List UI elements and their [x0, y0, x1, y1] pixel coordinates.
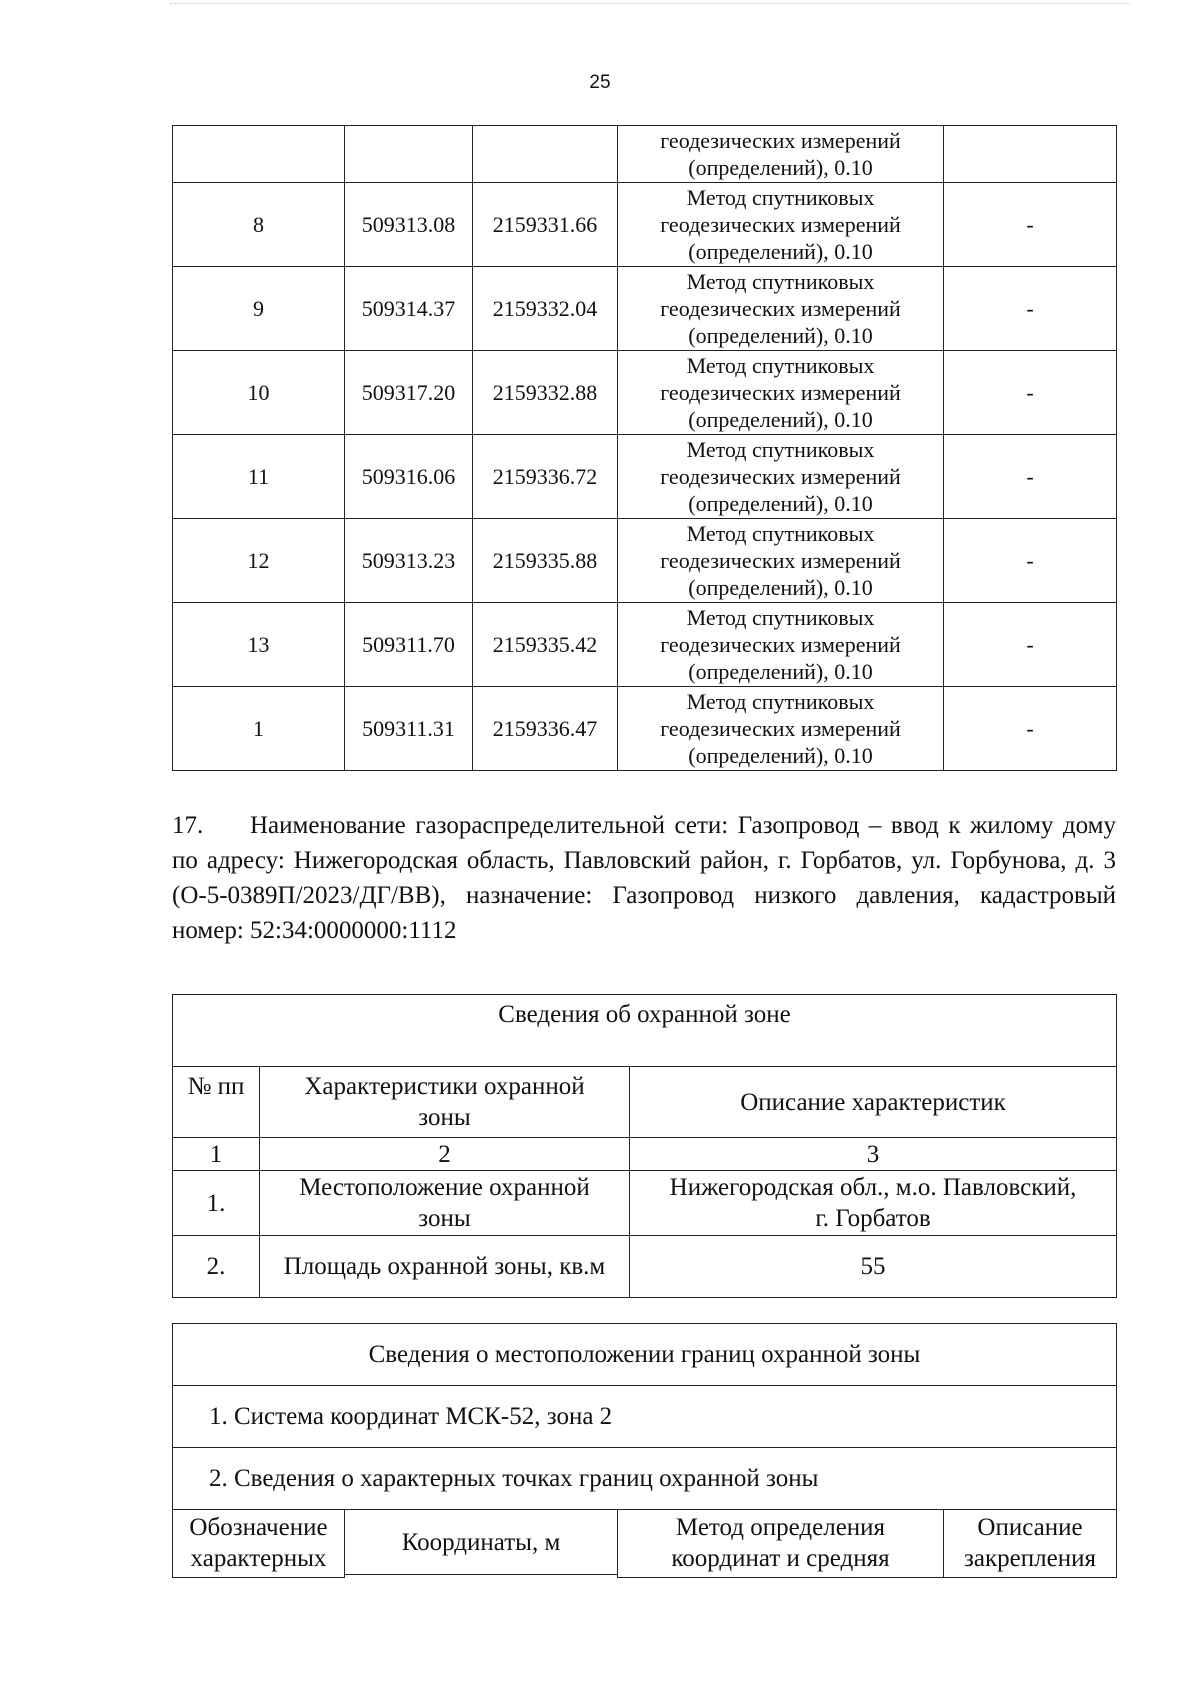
- index-cell: 1: [173, 1138, 260, 1171]
- header-method: [618, 1510, 944, 1578]
- header-designation: [173, 1510, 345, 1578]
- method-line: (определений), 0.10: [688, 575, 873, 600]
- method-line: (определений), 0.10: [688, 239, 873, 264]
- point-number-cell: 13: [173, 603, 345, 687]
- method-line: (определений), 0.10: [688, 407, 873, 432]
- row-characteristic: Площадь охранной зоны, кв.м: [260, 1236, 630, 1298]
- header-description: Описание характеристик: [630, 1067, 1117, 1138]
- header-line: зоны: [418, 1104, 471, 1131]
- method-line: геодезических измерений: [660, 632, 901, 657]
- cell-line: Нижегородская обл., м.о. Павловский,: [669, 1174, 1077, 1201]
- table-row: [173, 351, 1117, 435]
- y-coordinate-cell: 2159335.88: [473, 519, 618, 603]
- header-num: № пп: [173, 1067, 260, 1138]
- point-number-cell: 10: [173, 351, 345, 435]
- y-coordinate-cell: 2159332.88: [473, 351, 618, 435]
- method-line: геодезических измерений: [660, 296, 901, 321]
- method-line: (определений), 0.10: [688, 743, 873, 768]
- table-row: [173, 603, 1117, 687]
- fixing-cell: -: [944, 183, 1117, 267]
- gas-network-paragraph: [172, 808, 1116, 948]
- fixing-cell: -: [944, 351, 1117, 435]
- method-line: геодезических измерений: [660, 464, 901, 489]
- fixing-cell: -: [944, 519, 1117, 603]
- method-line: геодезических измерений: [660, 548, 901, 573]
- x-coordinate-cell: 509311.31: [345, 687, 473, 771]
- y-coordinate-cell: 2159336.72: [473, 435, 618, 519]
- y-coordinate-cell: 2159331.66: [473, 183, 618, 267]
- y-coordinate-cell: [473, 126, 618, 183]
- zone-table-title: Сведения об охранной зоне: [173, 995, 1117, 1067]
- x-coordinate-cell: 509316.06: [345, 435, 473, 519]
- coordinates-header-label: Координаты, м: [345, 1510, 617, 1575]
- table-row: [173, 267, 1117, 351]
- method-cell: [618, 519, 944, 603]
- fixing-cell: -: [944, 435, 1117, 519]
- header-line: Описание: [977, 1514, 1083, 1541]
- point-number-cell: 1: [173, 687, 345, 771]
- method-line: (определений), 0.10: [688, 659, 873, 684]
- point-number-cell: 9: [173, 267, 345, 351]
- table-row: [173, 1171, 1117, 1236]
- method-cell: [618, 126, 944, 183]
- point-number-cell: [173, 126, 345, 183]
- point-number-cell: 12: [173, 519, 345, 603]
- point-number-cell: 11: [173, 435, 345, 519]
- fixing-cell: -: [944, 603, 1117, 687]
- cell-line: зоны: [418, 1205, 471, 1232]
- y-coordinate-cell: 2159335.42: [473, 603, 618, 687]
- method-cell: [618, 183, 944, 267]
- method-cell: [618, 603, 944, 687]
- row-num: 2.: [173, 1236, 260, 1298]
- points-info-row: 2. Сведения о характерных точках границ охранной зоны: [173, 1448, 1117, 1510]
- protection-zone-table: [172, 994, 1117, 1298]
- page-number: 25: [589, 72, 611, 93]
- y-coordinate-cell: 2159336.47: [473, 687, 618, 771]
- row-characteristic: [260, 1171, 630, 1236]
- header-coordinates: [345, 1510, 618, 1578]
- x-coordinate-cell: 509313.08: [345, 183, 473, 267]
- header-line: закрепления: [964, 1545, 1096, 1572]
- method-line: Метод спутниковых: [686, 269, 875, 294]
- cell-line: Местоположение охранной: [299, 1174, 590, 1201]
- row-description: [630, 1171, 1117, 1236]
- page-top-border: [170, 0, 1130, 4]
- table-row: [173, 435, 1117, 519]
- point-number-cell: 8: [173, 183, 345, 267]
- method-cell: [618, 351, 944, 435]
- method-line: (определений), 0.10: [688, 491, 873, 516]
- fixing-cell: -: [944, 267, 1117, 351]
- header-line: координат и средняя: [671, 1545, 890, 1572]
- header-fixing: [944, 1510, 1117, 1578]
- row-description: 55: [630, 1236, 1117, 1298]
- method-line: Метод спутниковых: [686, 521, 875, 546]
- table-row: [173, 126, 1117, 183]
- x-coordinate-cell: [345, 126, 473, 183]
- bounds-table-title: Сведения о местоположении границ охранной зоны: [173, 1324, 1117, 1386]
- paragraph-number: 17.: [172, 812, 204, 839]
- y-coordinate-cell: 2159332.04: [473, 267, 618, 351]
- method-line: геодезических измерений: [660, 212, 901, 237]
- method-line: (определений), 0.10: [688, 155, 873, 180]
- header-line: Метод определения: [675, 1514, 886, 1541]
- method-cell: [618, 435, 944, 519]
- x-coordinate-cell: 509314.37: [345, 267, 473, 351]
- coordinate-system-row: 1. Система координат МСК-52, зона 2: [173, 1386, 1117, 1448]
- header-line: Обозначение: [189, 1514, 328, 1541]
- paragraph-text: Наименование газораспределительной сети: Газопровод – ввод к жилому дому по адресу: Нижегородская область, Павловский район, г. Горбатов, ул. Горбунова, д. 3 (О-5-0389П/2023/ДГ/ВВ), назначение: Газопровод низкого давления, кадастровый номер: 52:34:0000000:1112: [172, 812, 1116, 944]
- header-line: характерных: [190, 1545, 327, 1572]
- index-cell: 2: [260, 1138, 630, 1171]
- method-line: геодезических измерений: [660, 128, 901, 153]
- x-coordinate-cell: 509311.70: [345, 603, 473, 687]
- method-line: геодезических измерений: [660, 380, 901, 405]
- table-row: [173, 1236, 1117, 1298]
- cell-line: г. Горбатов: [815, 1205, 931, 1232]
- method-cell: [618, 267, 944, 351]
- method-line: Метод спутниковых: [686, 605, 875, 630]
- method-line: Метод спутниковых: [686, 437, 875, 462]
- row-num: 1.: [173, 1171, 260, 1236]
- fixing-cell: [944, 126, 1117, 183]
- coordinates-table: [172, 125, 1117, 771]
- method-line: Метод спутниковых: [686, 353, 875, 378]
- method-line: Метод спутниковых: [686, 185, 875, 210]
- method-line: (определений), 0.10: [688, 323, 873, 348]
- boundary-location-table: [172, 1323, 1117, 1578]
- method-cell: [618, 687, 944, 771]
- table-row: [173, 519, 1117, 603]
- x-coordinate-cell: 509313.23: [345, 519, 473, 603]
- method-line: геодезических измерений: [660, 716, 901, 741]
- index-cell: 3: [630, 1138, 1117, 1171]
- x-coordinate-cell: 509317.20: [345, 351, 473, 435]
- method-line: Метод спутниковых: [686, 689, 875, 714]
- table-row: [173, 183, 1117, 267]
- fixing-cell: -: [944, 687, 1117, 771]
- header-line: Характеристики охранной: [304, 1073, 585, 1100]
- header-characteristics: [260, 1067, 630, 1138]
- table-row: [173, 687, 1117, 771]
